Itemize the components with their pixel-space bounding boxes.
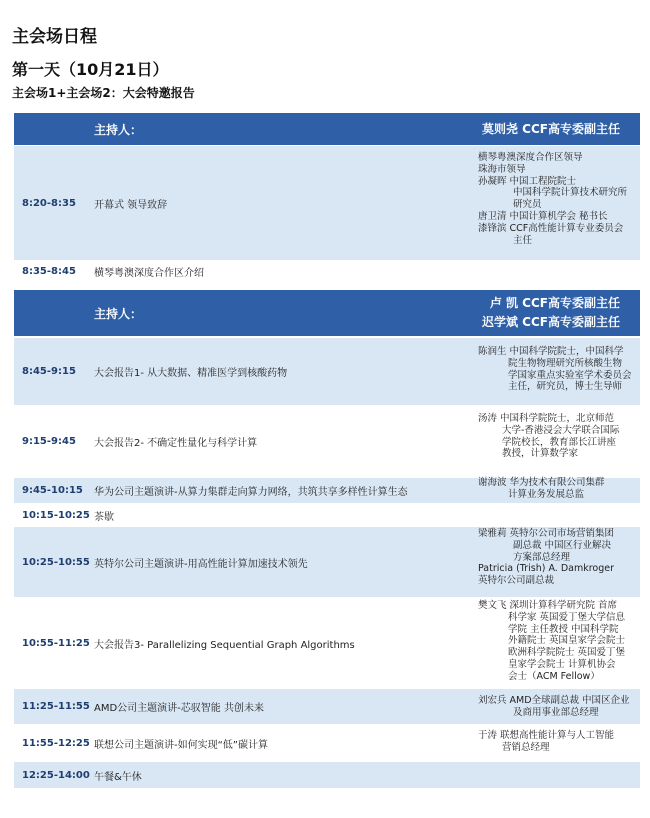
agenda-speakers	[478, 346, 638, 393]
speaker-line: 陈润生 中国科学院院士，中国科学	[478, 346, 624, 357]
day-heading: 第一天（10月21日）	[12, 60, 169, 79]
speaker-line: 英特尔公司副总裁	[478, 575, 555, 587]
speaker-line: 大学-香港浸会大学联合国际	[502, 424, 620, 436]
host-label: 主持人：	[94, 122, 143, 137]
agenda-title: 横琴粤澳深度合作区介绍	[94, 267, 204, 279]
agenda-row	[14, 478, 640, 503]
agenda-speakers	[478, 695, 638, 719]
agenda-time: 11:25-11:55	[22, 701, 90, 712]
speaker-line: 孙凝晖 中国工程院院士	[478, 175, 577, 187]
agenda-row	[14, 338, 640, 405]
host-row	[14, 113, 640, 145]
speaker-line: 副总裁 中国区行业解决	[513, 539, 612, 551]
speaker-line: 院生物物理研究所核酸生物	[508, 357, 623, 369]
host-name: 卢 凯 CCF高专委副主任	[489, 296, 620, 310]
agenda-row	[14, 260, 640, 282]
agenda-title: 联想公司主题演讲-如何实现“低”碳计算	[94, 739, 268, 751]
agenda-time: 12:25-14:00	[22, 769, 90, 781]
speaker-line: 唐卫清 中国计算机学会 秘书长	[478, 210, 608, 222]
agenda-time: 8:35-8:45	[22, 265, 76, 277]
speaker-line: 珠海市领导	[478, 163, 526, 175]
agenda-time: 10:55-11:25	[22, 637, 90, 649]
speaker-line: 梁雅莉 英特尔公司市场营销集团	[478, 528, 615, 539]
speaker-line: 主任，研究员，博士生导师	[508, 381, 623, 393]
agenda-title: 大会报告3- Parallelizing Sequential Graph Algorithms	[94, 639, 355, 651]
agenda-time: 8:20-8:35	[22, 197, 76, 209]
agenda-row	[14, 146, 640, 260]
host-names	[482, 290, 620, 336]
host-label: 主持人：	[94, 306, 143, 321]
speaker-line: 科学家 英国爱丁堡大学信息	[508, 611, 626, 623]
speaker-line: 方案部总经理	[513, 551, 571, 563]
agenda-row	[14, 597, 640, 689]
agenda-time: 9:45-10:15	[22, 485, 83, 496]
agenda-title: 大会报告2- 不确定性量化与科学计算	[94, 437, 258, 449]
speaker-line: 于涛 联想高性能计算与人工智能	[478, 730, 615, 741]
host-name: 莫则尧 CCF高专委副主任	[482, 121, 620, 136]
agenda-title: AMD公司主题演讲-芯驭智能 共创未来	[94, 703, 264, 714]
agenda-time: 10:25-10:55	[22, 556, 90, 568]
agenda-row	[14, 689, 640, 724]
agenda-title: 大会报告1- 从大数据、精准医学到核酸药物	[94, 368, 288, 379]
page-title: 主会场日程	[12, 27, 97, 47]
speaker-line: 横琴粤澳深度合作区领导	[478, 152, 583, 163]
agenda-speakers	[478, 477, 638, 501]
agenda-row	[14, 503, 640, 527]
agenda-time: 10:15-10:25	[22, 509, 90, 521]
session-heading: 主会场1+主会场2：大会特邀报告	[12, 86, 195, 100]
speaker-line: 学院校长，教育部长江讲座	[502, 436, 617, 448]
agenda-title: 华为公司主题演讲-从算力集群走向算力网络，共筑共享多样性计算生态	[94, 487, 408, 498]
agenda-title: 茶歇	[94, 511, 114, 523]
agenda-speakers	[478, 152, 638, 246]
speaker-line: Patricia (Trish) A. Damkroger	[478, 563, 615, 575]
speaker-line: 漆锋滨 CCF高性能计算专业委员会	[478, 222, 624, 234]
speaker-line: 汤涛 中国科学院院士，北京师范	[478, 413, 615, 424]
agenda-title: 英特尔公司主题演讲-用高性能计算加速技术领先	[94, 558, 308, 570]
speaker-line: 及商用事业部总经理	[513, 706, 599, 718]
agenda-row	[14, 527, 640, 597]
speaker-line: 樊文飞 深圳计算科学研究院 首席	[478, 600, 618, 611]
agenda-title: 午餐&午休	[94, 771, 142, 783]
agenda-speakers	[478, 600, 638, 683]
agenda-speakers	[478, 413, 638, 460]
agenda-title: 开幕式 领导致辞	[94, 199, 168, 211]
agenda-time: 11:55-12:25	[22, 737, 90, 749]
speaker-line: 学院 主任教授 中国科学院	[508, 623, 619, 635]
speaker-line: 计算业务发展总监	[508, 488, 585, 500]
agenda-speakers	[478, 528, 638, 587]
speaker-line: 中国科学院计算技术研究所	[513, 187, 628, 199]
host-row	[14, 290, 640, 336]
agenda-row	[14, 405, 640, 477]
speaker-line: 皇家学会院士 计算机协会	[508, 658, 616, 670]
speaker-line: 会士（ACM Fellow）	[508, 670, 600, 682]
agenda-row	[14, 762, 640, 788]
speaker-line: 研究员	[513, 199, 542, 211]
host-name: 迟学斌 CCF高专委副主任	[482, 315, 620, 329]
speaker-line: 外籍院士 英国皇家学会院士	[508, 635, 626, 647]
speaker-line: 主任	[513, 234, 533, 246]
speaker-line: 学国家重点实验室学术委员会	[508, 369, 632, 381]
agenda-time: 8:45-9:15	[22, 366, 76, 377]
agenda-row	[14, 724, 640, 762]
speaker-line: 教授，计算数学家	[502, 448, 579, 460]
speaker-line: 营销总经理	[502, 741, 550, 753]
speaker-line: 欧洲科学院院士 英国爱丁堡	[508, 647, 626, 659]
speaker-line: 谢海波 华为技术有限公司集群	[478, 477, 605, 488]
speaker-line: 刘宏兵 AMD全球副总裁 中国区企业	[478, 695, 630, 706]
agenda-speakers	[478, 730, 638, 754]
agenda-time: 9:15-9:45	[22, 435, 76, 447]
host-names	[482, 113, 620, 145]
